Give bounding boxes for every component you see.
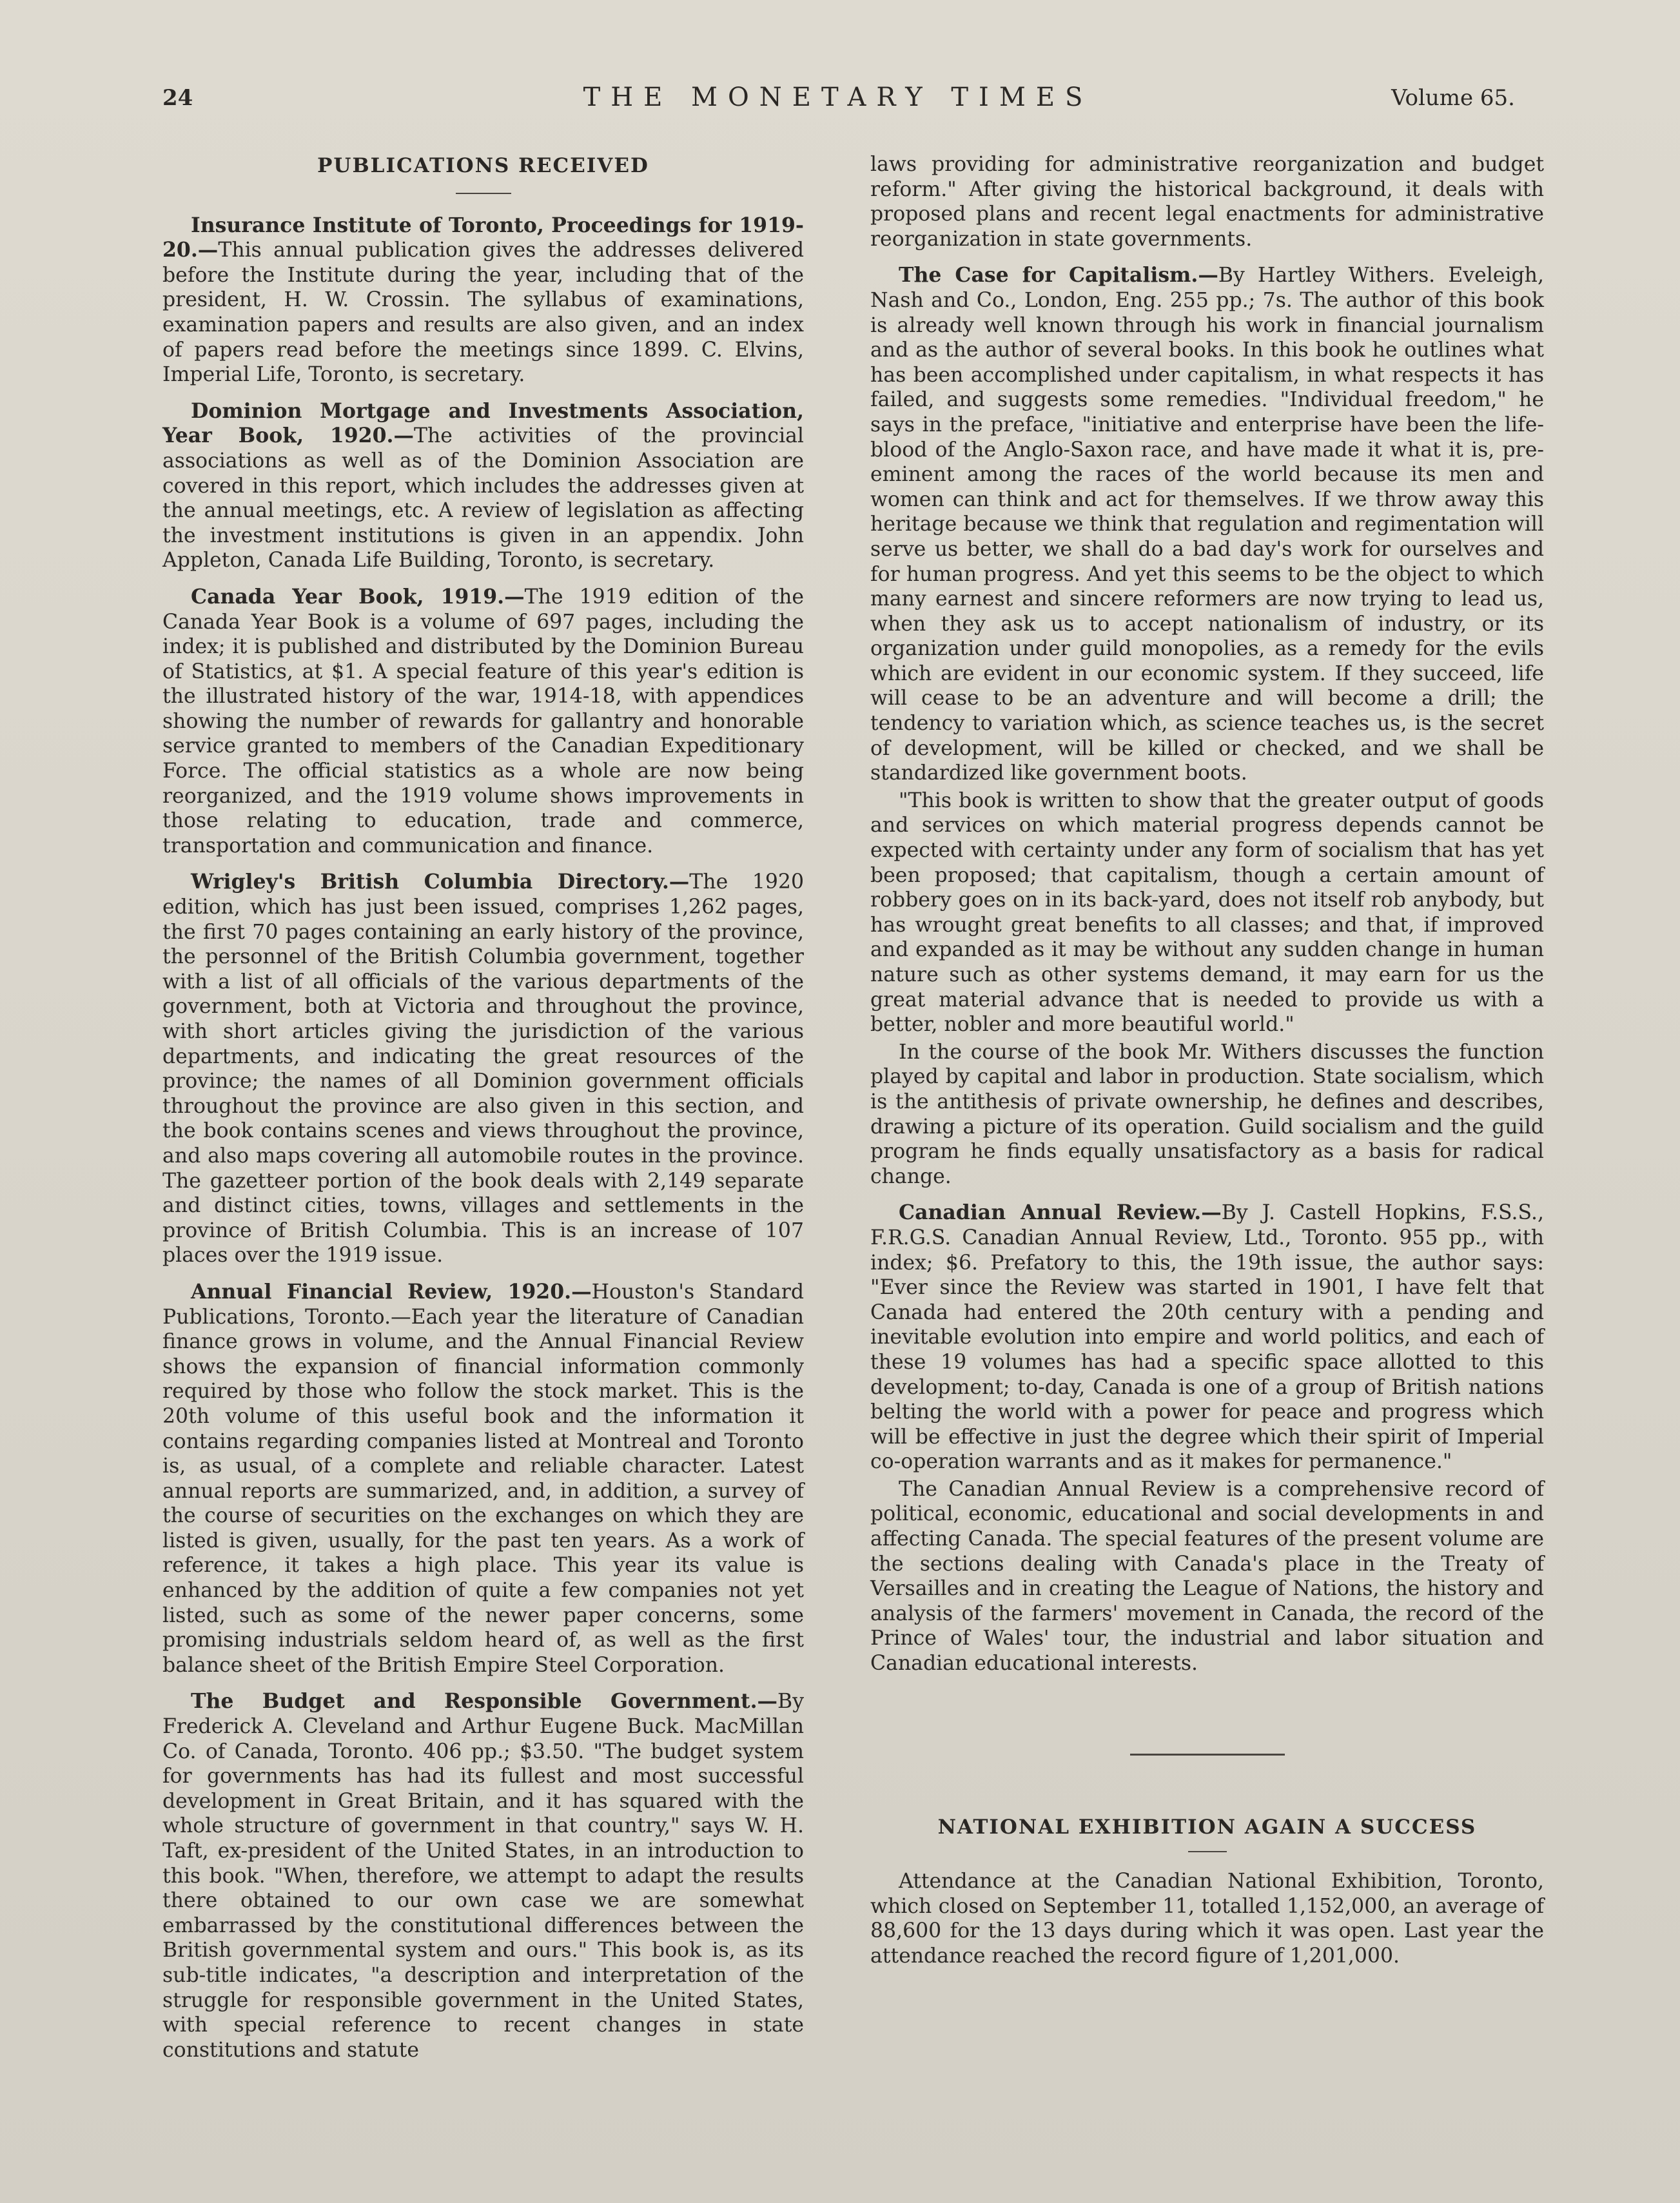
- entry-case-for-capitalism: [870, 263, 1544, 785]
- entry-canada-year-book: [162, 585, 804, 859]
- entry-budget-government: [162, 1689, 804, 2062]
- title-rule: [456, 193, 511, 194]
- section-title-exhibition: NATIONAL EXHIBITION AGAIN A SUCCESS: [937, 1815, 1477, 1839]
- entry-text: The 1920 edition, which has just been issued, comprises 1,262 pages, the first 70 pages containing an early history of the province, the personnel of the British Columbia government, together with a list of all officials of the various departments of the government, both at Victoria and throughout the province, with short articles giving the jurisdiction of the various departments, and indicating the great resources of the province; the names of all Dominion government officials throughout the province are also given in this section, and the book contains scenes and views throughout the province, and also maps covering all automobile routes in the province. The gazetteer portion of the book deals with 2,149 separate and distinct cities, towns, villages and settlements in the province of British Columbia. This is an increase of 107 places over the 1919 issue.: [162, 870, 804, 1268]
- entry-lead: The Case for Capitalism.—: [899, 263, 1218, 288]
- budget-continuation: laws providing for administrative reorganization and budget reform." After giving the historical background, it deals with proposed plans and recent legal enactments for administrative reorganization in state governments.: [870, 153, 1544, 251]
- title-rule: [1188, 1851, 1227, 1852]
- left-column: [162, 153, 804, 2074]
- entry-lead: Canada Year Book, 1919.—: [191, 584, 525, 609]
- entry-text: The activities of the provincial associations as well as of the Dominion Association are covered in this report, which includes the addresses given at the annual meetings, etc. A review of legislation as affecting the investment institutions is given in an appendix. John Appleton, Canada Life Building, Toronto, is secretary.: [162, 424, 804, 573]
- entry-lead: Dominion Mortgage and Investments Association, Year Book, 1920.—: [162, 398, 804, 448]
- entry-text: This annual publication gives the addresses delivered before the Institute during the year, including that of the president, H. W. Crossin. The syllabus of examinations, examination papers and results are also given, and an index of papers read before the meetings since 1899. C. Elvins, Imperial Life, Toronto, is secretary.: [162, 239, 804, 387]
- entry-dominion-mortgage: [162, 399, 804, 573]
- right-column: [870, 152, 1544, 1981]
- entry-text: Houston's Standard Publications, Toronto.—Each year the literature of Canadian finance grows in volume, and the Annual Financial Review shows the expansion of financial information commonly required by those who follow the stock market. This is the 20th volume of this useful book and the information it contains regarding companies listed at Montreal and Toronto is, as usual, of a complete and reliable character. Latest annual reports are summarized, and, in addition, a survey of the course of securities on the exchanges on which they are listed is given, usually, for the past ten years. As a work of reference, it takes a high place. This year its value is enhanced by the addition of quite a few companies not yet listed, such as some of the newer paper concerns, some promising industrials seldom heard of, as well as the first balance sheet of the British Empire Steel Corporation.: [162, 1280, 804, 1677]
- entry-lead: Annual Financial Review, 1920.—: [191, 1279, 592, 1304]
- volume-label: Volume 65.: [1391, 85, 1515, 111]
- review-description: The Canadian Annual Review is a comprehensive record of political, economic, educational and social developments in and affecting Canada. The special features of the present volume are the sections dealing with Canada's place in the Treaty of Versailles and in creating the League of Nations, the history and analysis of the farmers' movement in Canada, the record of the Prince of Wales' tour, the industrial and labor situation and Canadian educational interests.: [870, 1477, 1544, 1676]
- page-number: 24: [162, 85, 193, 111]
- capitalism-quote: "This book is written to show that the greater output of goods and services on which material progress depends cannot be expected with certainty under any form of socialism that has yet been proposed; that capitalism, though a certain amount of robbery goes on in its back-yard, does not itself rob anybody, but has wrought great benefits to all classes; and that, if improved and expanded as it may be without any sudden change in human nature such as other systems demand, it may earn for us the great material advance that is needed to provide us with a better, nobler and more beautiful world.": [870, 788, 1544, 1037]
- exhibition-text: Attendance at the Canadian National Exhibition, Toronto, which closed on September 11, totalled 1,152,000, an average of 88,600 for the 13 days during which it was open. Last year the attendance reached the record figure of 1,201,000.: [870, 1870, 1544, 1968]
- entry-lead: The Budget and Responsible Government.—: [191, 1689, 778, 1714]
- section-divider: [1130, 1754, 1285, 1756]
- entry-text: By J. Castell Hopkins, F.S.S., F.R.G.S. Canadian Annual Review, Ltd., Toronto. 955 pp., with index; $6. Prefatory to this, the 19th issue, the author says: "Ever since the Review was started in 1901, I have felt that Canada had entered the 20th century with a pending and inevitable evolution into empire and world politics, and each of these 19 volumes has had a specific space allotted to this development; to-day, Canada is one of a group of British nations belting the world with a power for peace and progress which will be effective in just the degree which their spirit of Imperial co-operation warrants and as it makes for permanence.": [870, 1201, 1545, 1474]
- entry-lead: Canadian Annual Review.—: [899, 1200, 1222, 1225]
- section-title-publications: PUBLICATIONS RECEIVED: [317, 154, 649, 177]
- entry-lead: Wrigley's British Columbia Directory.—: [191, 870, 690, 894]
- page-header: [161, 83, 1515, 121]
- entry-insurance-institute: [162, 213, 804, 387]
- running-title: THE MONETARY TIMES: [583, 83, 1093, 112]
- entry-lead: Insurance Institute of Toronto, Proceedings for 1919-20.—: [162, 213, 804, 262]
- entry-text: The 1919 edition of the Canada Year Book is a volume of 697 pages, including the index; it is published and distributed by the Dominion Bureau of Statistics, at $1. A special feature of this year's edition is the illustrated history of the war, 1914-18, with appendices showing the number of rewards for gallantry and honorable service granted to members of the Canadian Expeditionary Force. The official statistics as a whole are now being reorganized, and the 1919 volume shows improvements in those relating to education, trade and commerce, transportation and communication and finance.: [162, 585, 805, 857]
- entry-annual-financial-review: [162, 1280, 804, 1678]
- capitalism-course: In the course of the book Mr. Withers discusses the function played by capital and labor in production. State socialism, which is the antithesis of private ownership, he defines and describes, drawing a picture of its operation. Guild socialism and the guild program he finds equally unsatisfactory as a basis for radical change.: [870, 1040, 1544, 1188]
- entry-text: By Frederick A. Cleveland and Arthur Eugene Buck. MacMillan Co. of Canada, Toronto. 406 pp.; $3.50. "The budget system for governments has had its fullest and most successful development in Great Britain, and it has squared with the whole structure of government in that country," says W. H. Taft, ex-president of the United States, in an introduction to this book. "When, therefore, we attempt to adapt the results there obtained to our own case we are somewhat embarrassed by the constitutional differences between the British governmental system and ours." This book is, as its sub-title indicates, "a description and interpretation of the struggle for responsible government in the United States, with special reference to recent changes in state constitutions and statute: [162, 1690, 804, 2062]
- entry-wrigleys-directory: [162, 870, 804, 1268]
- entry-canadian-annual-review: [870, 1200, 1544, 1474]
- entry-text: By Hartley Withers. Eveleigh, Nash and Co., London, Eng. 255 pp.; 7s. The author of this book is already well known through his work in financial journalism and as the author of several books. In this book he outlines what has been accomplished under capitalism, in what respects it has failed, and suggests some remedies. "Individual freedom," he says in the preface, "initiative and enterprise have been the life-blood of the Anglo-Saxon race, and have made it what it is, pre-eminent among the races of the world because its men and women can think and act for themselves. If we throw away this heritage because we think that regulation and regimentation will serve us better, we shall do a bad day's work for ourselves and for human progress. And yet this seems to be the object to which many earnest and sincere reformers are now trying to lead us, when they ask us to accept nationalism of industry, or its organization under guild monopolies, as a remedy for the evils which are evident in our economic system. If they succeed, life will cease to be an adventure and will become a drill; the tendency to variation which, as science teaches us, is the secret of development, will be killed or checked, and we shall be standardized like government boots.: [870, 264, 1544, 785]
